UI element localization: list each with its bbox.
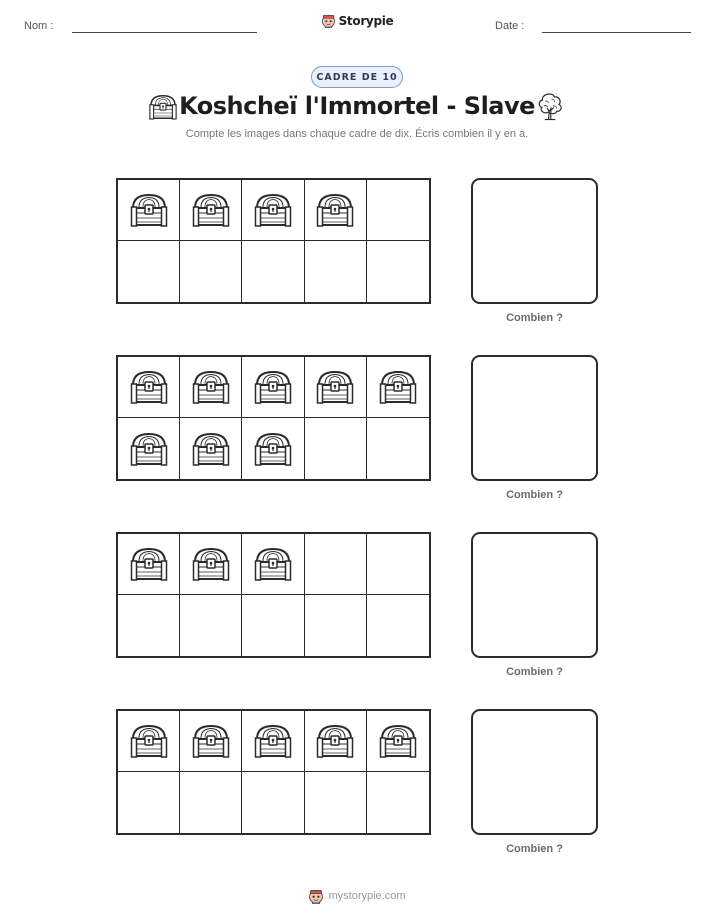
ten-frame-cell [305, 357, 367, 418]
ten-frame-cell [367, 418, 429, 479]
treasure-chest-icon [191, 369, 231, 405]
answer-box[interactable] [471, 709, 598, 835]
treasure-chest-icon [378, 369, 418, 405]
treasure-chest-icon [129, 192, 169, 228]
mascot-icon [321, 13, 336, 28]
treasure-chest-icon [378, 723, 418, 759]
treasure-chest-icon [253, 723, 293, 759]
treasure-chest-icon [129, 723, 169, 759]
ten-frame-cell [367, 711, 429, 772]
treasure-chest-icon [191, 546, 231, 582]
ten-frame-cell [118, 534, 180, 595]
ten-frame [116, 532, 431, 658]
treasure-chest-icon [253, 546, 293, 582]
ten-frame-cell [118, 241, 180, 302]
answer-box[interactable] [471, 355, 598, 481]
answer-box[interactable] [471, 532, 598, 658]
ten-frame-cell [180, 418, 242, 479]
ten-frame-cell [180, 357, 242, 418]
treasure-chest-icon [253, 431, 293, 467]
date-field-line[interactable] [542, 32, 691, 33]
date-label: Date : [495, 20, 525, 32]
ten-frame-cell [118, 357, 180, 418]
tree-icon [535, 91, 565, 121]
ten-frame-cell [242, 772, 304, 833]
treasure-chest-icon [129, 369, 169, 405]
ten-frame-cell [180, 241, 242, 302]
footer [0, 888, 714, 904]
ten-frame-cell [180, 180, 242, 241]
answer-label: Combien ? [506, 312, 563, 324]
treasure-chest-icon [129, 431, 169, 467]
ten-frame-cell [305, 711, 367, 772]
instructions: Compte les images dans chaque cadre de dix. Écris combien il y en a. [185, 128, 529, 140]
name-label: Nom : [24, 20, 54, 32]
answer-label: Combien ? [506, 843, 563, 855]
ten-frame [116, 709, 431, 835]
answer-box[interactable] [471, 178, 598, 304]
ten-frame-cell [305, 180, 367, 241]
treasure-chest-icon [253, 192, 293, 228]
brand-name: Storypie [338, 13, 394, 28]
ten-frame-cell [367, 772, 429, 833]
ten-frame-cell [118, 711, 180, 772]
ten-frame-cell [305, 772, 367, 833]
ten-frame-cell [118, 418, 180, 479]
ten-frame-cell [242, 534, 304, 595]
ten-frame-cell [180, 595, 242, 656]
answer-label: Combien ? [506, 489, 563, 501]
ten-frame-cell [367, 180, 429, 241]
ten-frame-cell [118, 772, 180, 833]
treasure-chest-icon [315, 192, 355, 228]
name-field-line[interactable] [72, 32, 257, 33]
ten-frame-cell [367, 357, 429, 418]
ten-frame-cell [242, 418, 304, 479]
treasure-chest-icon [315, 369, 355, 405]
ten-frame-cell [242, 180, 304, 241]
footer-url: mystorypie.com [328, 890, 406, 902]
ten-frame-cell [180, 534, 242, 595]
treasure-chest-icon [191, 723, 231, 759]
treasure-chest-icon [253, 369, 293, 405]
ten-frame-cell [367, 534, 429, 595]
ten-frame-cell [180, 711, 242, 772]
ten-frame [116, 355, 431, 481]
ten-frame-cell [305, 418, 367, 479]
ten-frame-cell [367, 241, 429, 302]
ten-frame-cell [242, 711, 304, 772]
ten-frame-cell [242, 595, 304, 656]
ten-frame-cell [118, 595, 180, 656]
ten-frame-cell [367, 595, 429, 656]
ten-frame-cell [118, 180, 180, 241]
ten-frame-cell [305, 595, 367, 656]
worksheet-type-badge: CADRE DE 10 [311, 66, 403, 88]
ten-frame-cell [305, 241, 367, 302]
ten-frame-cell [242, 241, 304, 302]
answer-label: Combien ? [506, 666, 563, 678]
mascot-icon [308, 888, 324, 904]
ten-frame [116, 178, 431, 304]
treasure-chest-icon [191, 431, 231, 467]
treasure-chest-icon [129, 546, 169, 582]
ten-frame-cell [180, 772, 242, 833]
ten-frame-cell [305, 534, 367, 595]
ten-frame-cell [242, 357, 304, 418]
page-title: Koshcheï l'Immortel - Slave [179, 92, 535, 120]
treasure-chest-icon [315, 723, 355, 759]
brand-logo [0, 13, 714, 28]
treasure-chest-icon [191, 192, 231, 228]
